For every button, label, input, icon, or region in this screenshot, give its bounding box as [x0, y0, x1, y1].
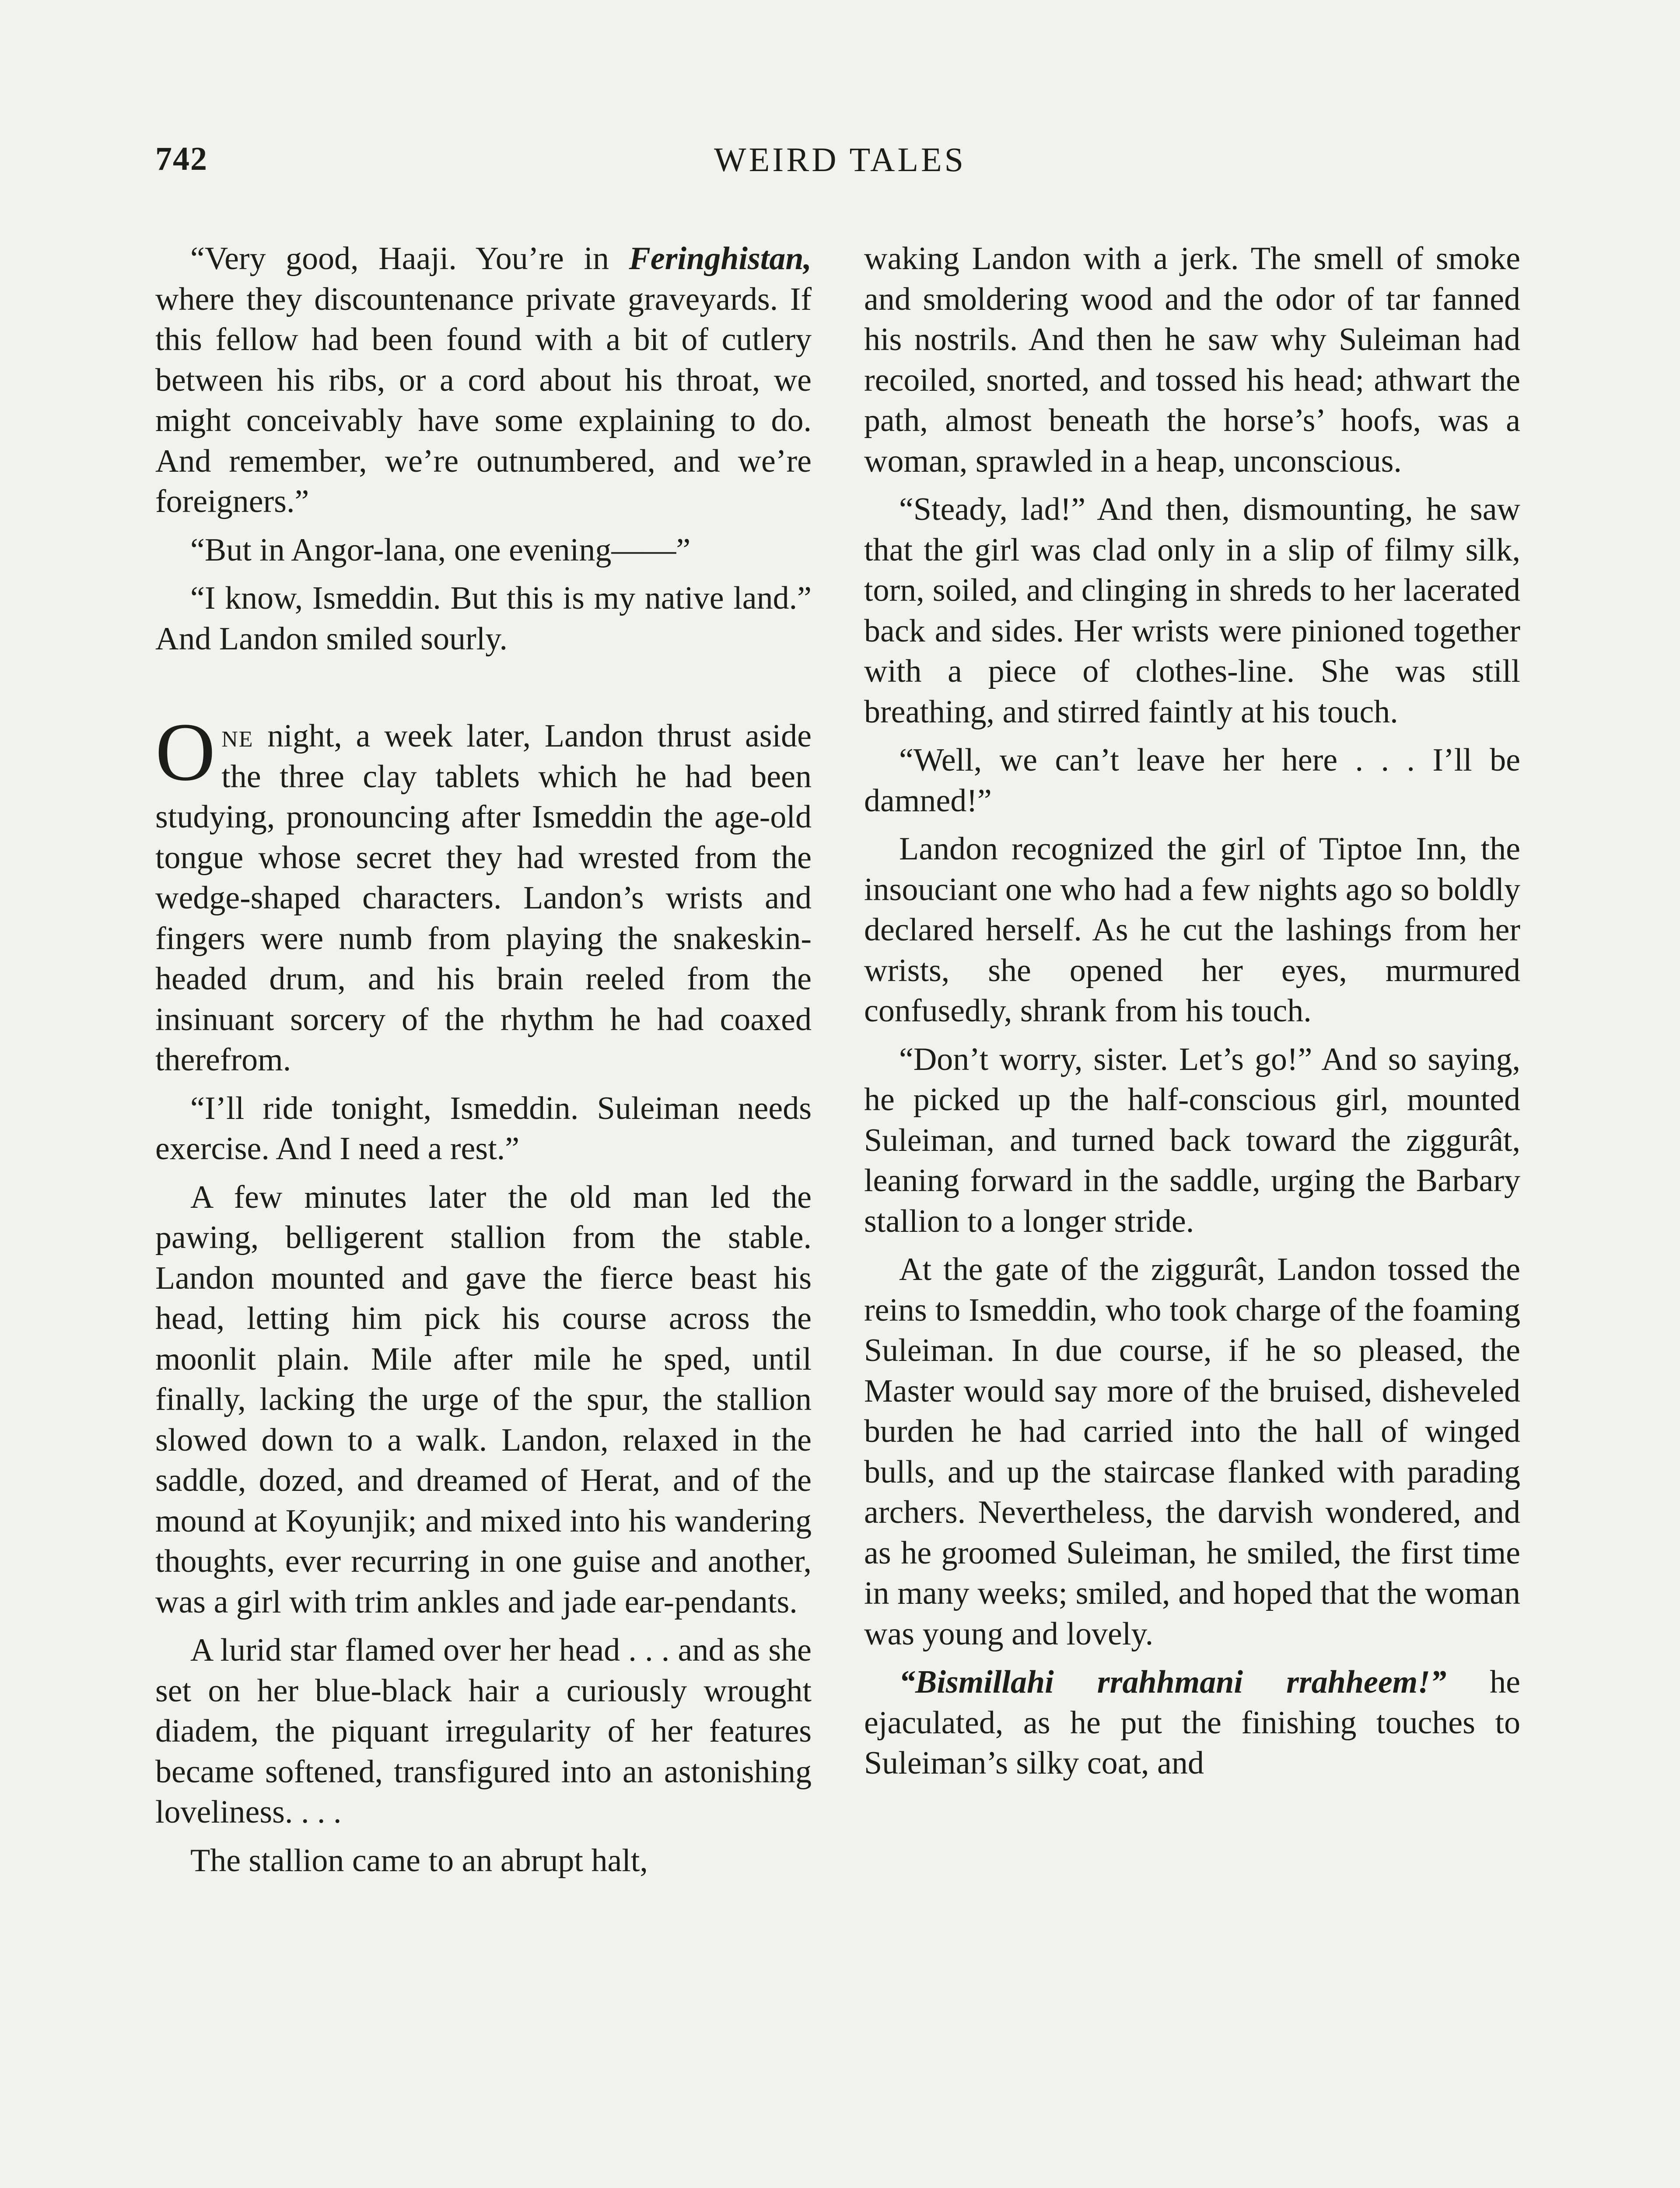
paragraph: Landon recognized the girl of Tiptoe Inn, the insouciant one who had a few nights ago so boldly declared herself. As he cut the lashings from her wrists, she opened her eyes, murmured confusedly, shrank from his touch. [864, 831, 1520, 1029]
section-start-paragraph [155, 706, 812, 1080]
italic-word: Feringhistan, [629, 241, 812, 277]
page-number: 742 [155, 140, 208, 177]
left-column [155, 238, 812, 1889]
paragraph: waking Landon with a jerk. The smell of smoke and smoldering wood and the odor of tar fanned his nostrils. And then he saw why Suleiman had recoiled, snorted, and tossed his head; athwart the path, almost beneath the horse’s’ hoofs, was a woman, sprawled in a heap, unconscious. [864, 241, 1520, 479]
small-caps-text: ne [221, 718, 254, 754]
drop-cap: O [155, 706, 216, 798]
paragraph: The stallion came to an abrupt halt, [190, 1842, 648, 1879]
paragraph: “But in Angor-lana, one evening——” [190, 532, 691, 568]
paragraph: “Well, we can’t leave her here . . . I’ll be damned!” [864, 742, 1520, 819]
paragraph: “I’ll ride tonight, Ismeddin. Suleiman needs exercise. And I need a rest.” [155, 1090, 812, 1167]
paragraph [864, 1662, 1520, 1784]
paragraph: “Don’t worry, sister. Let’s go!” And so saying, he picked up the half-conscious girl, mounted Suleiman, and turned back toward the ziggurât, leaning forward in the saddle, urging the Barbary stallion to a longer stride. [864, 1041, 1520, 1239]
paragraph: A lurid star flamed over her head . . . and as she set on her blue-black hair a curiously wrought diadem, the piquant irregularity of her features became softened, transfigured into an astonishing loveliness. . . . [155, 1632, 812, 1830]
paragraph-text: where they discountenance private graveyards. If this fellow had been found with a bit of cutlery between his ribs, or a cord about his throat, we might conceivably have some explaining to do. And remember, we’re outnumbered, and we’re foreigners.” [155, 281, 812, 519]
paragraph: At the gate of the ziggurât, Landon tossed the reins to Ismeddin, who took charge of the foaming Suleiman. In due course, if he so pleased, the Master would say more of the bruised, disheveled burden he had carried into the hall of winged bulls, and up the staircase flanked with parading archers. Nevertheless, the darvish wondered, and as he groomed Suleiman, he smiled, the first time in many weeks; smiled, and hoped that the woman was young and lovely. [864, 1252, 1520, 1652]
right-column [864, 238, 1520, 1792]
page-header [155, 140, 1525, 188]
paragraph: A few minutes later the old man led the pawing, belligerent stallion from the stable. Landon mounted and gave the fierce beast his head, letting him pick his course across the moonlit plain. Mile after mile he sped, until finally, lacking the urge of the spur, the stallion slowed down to a walk. Landon, relaxed in the saddle, dozed, and dreamed of Herat, and of the mound at Koyunjik; and mixed into his wandering thoughts, ever recurring in one guise and another, was a girl with trim ankles and jade ear-pendants. [155, 1179, 812, 1620]
paragraph-text: “Very good, Haaji. You’re in [190, 241, 629, 277]
paragraph-text: night, a week later, Landon thrust aside the three clay tablets which he had been studying, pronouncing after Ismeddin the age-old tongue whose secret they had wrested from the wedge-shaped characters. Landon’s wrists and fingers were numb from playing the snakeskin-headed drum, and his brain reeled from the insinuant sorcery of the rhythm he had coaxed therefrom. [155, 718, 812, 1078]
paragraph: “I know, Ismeddin. But this is my native land.” And Landon smiled sourly. [155, 580, 812, 657]
running-head-title: WEIRD TALES [714, 140, 966, 179]
paragraph [155, 238, 812, 522]
paragraph: “Steady, lad!” And then, dismounting, he saw that the girl was clad only in a slip of filmy silk, torn, soiled, and clinging in shreds to her lacerated back and sides. Her wrists were pinioned together with a piece of clothes-line. She was still breathing, and stirred faintly at his touch. [864, 491, 1520, 730]
italic-exclamation: “Bismillahi rrahhmani rrahheem!” [899, 1664, 1447, 1700]
paragraph-text: he ejaculated, as he put the finishing touches to Suleiman’s silky coat, and [864, 1664, 1520, 1781]
